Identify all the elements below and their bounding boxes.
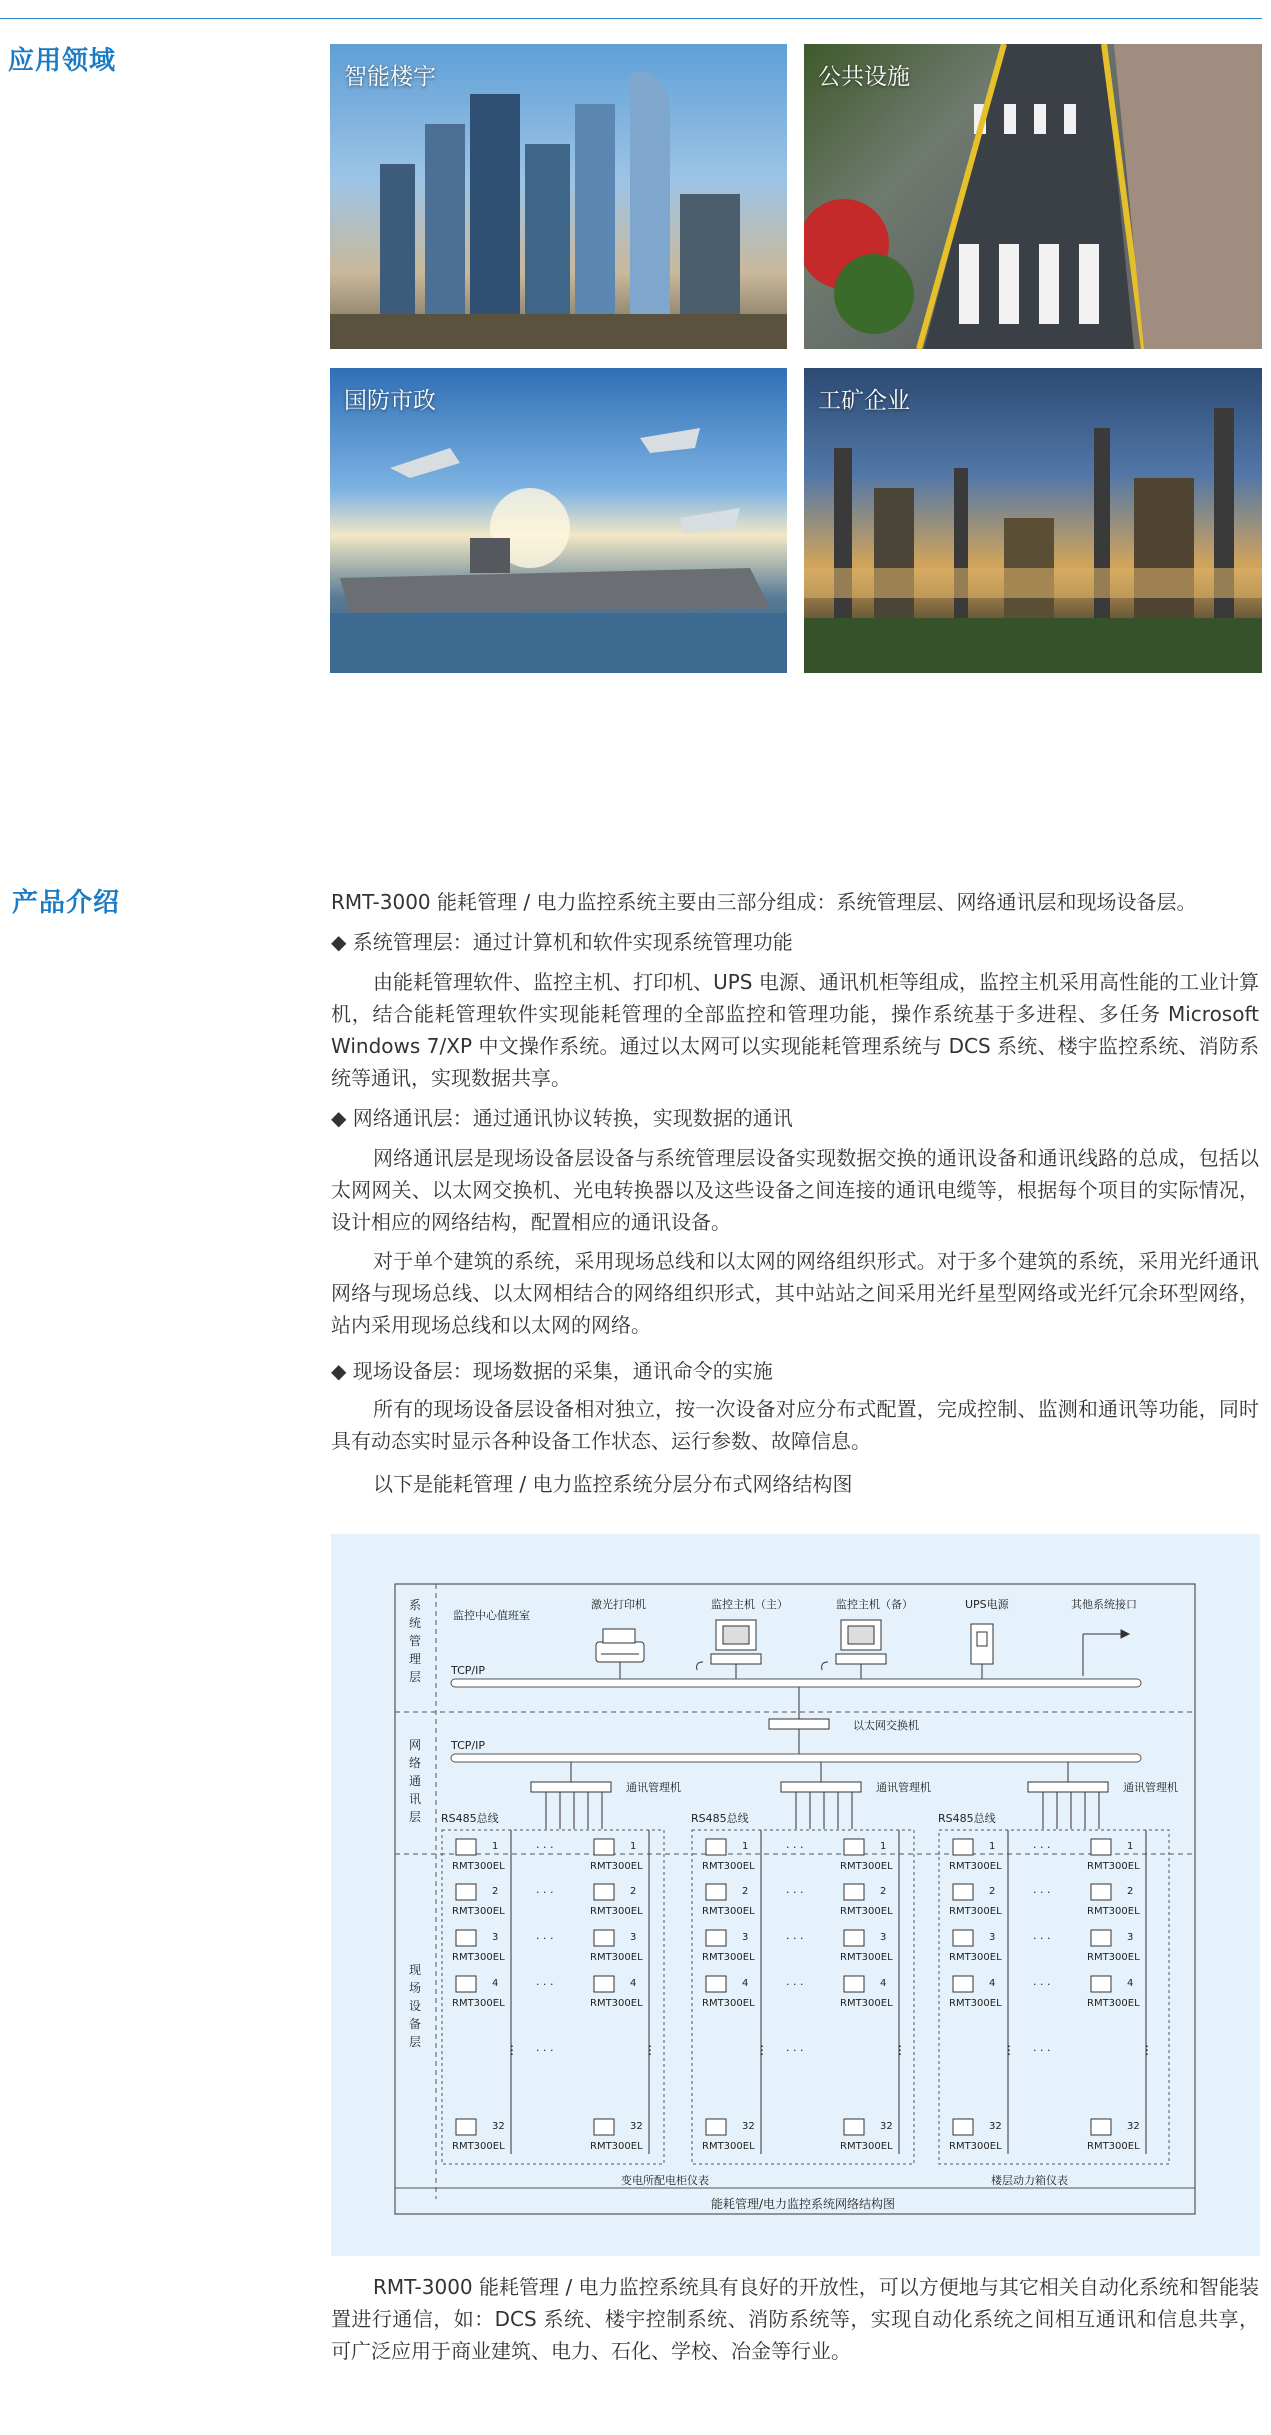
- comm-manager-icon: [781, 1782, 861, 1792]
- ellipsis-vertical: ⋮: [756, 2043, 768, 2057]
- meter-icon: [456, 1930, 476, 1946]
- ellipsis-vertical: ⋮: [1003, 2043, 1015, 2057]
- meter-label: RMT300EL: [949, 1906, 1002, 1917]
- comm-manager-icon: [1028, 1782, 1108, 1792]
- host-main-label: 监控主机（主）: [711, 1598, 788, 1611]
- meter-icon: [1091, 1884, 1111, 1900]
- meter-number: 4: [742, 1978, 749, 1989]
- meter-label: RMT300EL: [702, 1998, 755, 2009]
- meter-number: 4: [1127, 1978, 1134, 1989]
- meter-icon: [594, 1839, 614, 1855]
- meter-number: 1: [630, 1841, 637, 1852]
- meter-number: 32: [492, 2121, 505, 2132]
- bullet-network-layer: ◆ 网络通讯层：通过通讯协议转换，实现数据的通讯: [331, 1106, 793, 1130]
- meter-label: RMT300EL: [1087, 1861, 1140, 1872]
- meter-number: 1: [492, 1841, 499, 1852]
- meter-icon: [953, 1930, 973, 1946]
- bullet-field-layer: ◆ 现场设备层：现场数据的采集，通讯命令的实施: [331, 1359, 773, 1383]
- meter-number: 3: [1127, 1932, 1134, 1943]
- comm-manager-icon: [531, 1782, 611, 1792]
- ellipsis-horizontal: · · ·: [786, 1978, 804, 1991]
- meter-number: 1: [989, 1841, 996, 1852]
- ups-label: UPS电源: [965, 1598, 1009, 1611]
- meter-number: 32: [1127, 2121, 1140, 2132]
- image-tile-industry: [804, 368, 1262, 673]
- rs485-label: RS485总线: [938, 1812, 996, 1825]
- meter-label: RMT300EL: [702, 1861, 755, 1872]
- rs485-label: RS485总线: [691, 1812, 749, 1825]
- meter-label: RMT300EL: [840, 1861, 893, 1872]
- rs485-label: RS485总线: [441, 1812, 499, 1825]
- meter-icon: [844, 1976, 864, 1992]
- meter-number: 2: [989, 1886, 996, 1897]
- meter-icon: [594, 1976, 614, 1992]
- network-diagram-svg: [331, 1534, 1260, 2256]
- ellipsis-vertical: ⋮: [506, 2043, 518, 2057]
- meter-icon: [953, 1976, 973, 1992]
- ellipsis-vertical: ⋮: [1141, 2043, 1153, 2057]
- layer-label-mgmt: [409, 1598, 421, 1684]
- printer-icon: [596, 1629, 644, 1662]
- tile-label: 国防市政: [344, 388, 436, 414]
- meter-number: 2: [1127, 1886, 1134, 1897]
- computer-icon: [822, 1620, 886, 1670]
- ellipsis-horizontal: · · ·: [1033, 1978, 1051, 1991]
- meter-icon: [594, 1884, 614, 1900]
- ellipsis-horizontal: · · ·: [1033, 1932, 1051, 1945]
- meter-label: RMT300EL: [840, 1998, 893, 2009]
- meter-label: RMT300EL: [702, 1906, 755, 1917]
- ellipsis-horizontal: · · ·: [786, 1886, 804, 1899]
- meter-icon: [844, 2119, 864, 2135]
- top-divider: [0, 18, 1262, 19]
- device-group-box: [939, 1830, 1169, 2164]
- meter-number: 3: [742, 1932, 749, 1943]
- image-tile-defense: [330, 368, 787, 673]
- meter-label: RMT300EL: [452, 1861, 505, 1872]
- group-right-label: 楼层动力箱仪表: [991, 2174, 1068, 2187]
- paragraph-diagram-intro: 以下是能耗管理 / 电力监控系统分层分布式网络结构图: [373, 1472, 853, 1496]
- tcpip-bus: [451, 1679, 1141, 1687]
- meter-icon: [456, 1976, 476, 1992]
- printer-label: 激光打印机: [591, 1598, 646, 1611]
- meter-label: RMT300EL: [590, 2141, 643, 2152]
- paragraph-network-layer: 网络通讯层是现场设备层设备与系统管理层设备实现数据交换的通讯设备和通讯线路的总成，包括以太网网关、以太网交换机、光电转换器以及这些设备之间连接的通讯电缆等，根据每个项目的实际情况，设计相应的网络结构，配置相应的通讯设备。: [331, 1146, 1259, 1234]
- host-backup-label: 监控主机（备）: [836, 1598, 913, 1611]
- meter-label: RMT300EL: [590, 1998, 643, 2009]
- meter-label: RMT300EL: [452, 1906, 505, 1917]
- meter-icon: [844, 1839, 864, 1855]
- layer-label-field: [409, 1963, 421, 2049]
- meter-number: 4: [630, 1978, 637, 1989]
- ellipsis-horizontal: · · ·: [786, 1932, 804, 1945]
- meter-number: 2: [630, 1886, 637, 1897]
- tcpip-label: TCP/IP: [451, 1664, 485, 1677]
- meter-number: 2: [742, 1886, 749, 1897]
- meter-label: RMT300EL: [452, 2141, 505, 2152]
- ellipsis-horizontal: · · ·: [536, 1978, 554, 1991]
- meter-number: 3: [880, 1932, 887, 1943]
- ups-icon: [971, 1624, 993, 1664]
- switch-icon: [769, 1719, 829, 1729]
- meter-label: RMT300EL: [949, 2141, 1002, 2152]
- comm-manager-label: 通讯管理机: [626, 1781, 681, 1794]
- layer-label: 网络通讯层: [409, 1738, 422, 1824]
- layer-label-net: [409, 1738, 421, 1824]
- meter-number: 2: [880, 1886, 887, 1897]
- ellipsis-horizontal: · · ·: [536, 2044, 554, 2057]
- meter-label: RMT300EL: [590, 1952, 643, 1963]
- meter-icon: [594, 1930, 614, 1946]
- meter-label: RMT300EL: [1087, 1998, 1140, 2009]
- meter-number: 2: [492, 1886, 499, 1897]
- meter-number: 32: [742, 2121, 755, 2132]
- arrow-icon: [1083, 1630, 1129, 1676]
- section-title-application: 应用领域: [8, 46, 117, 76]
- other-interface-label: 其他系统接口: [1071, 1598, 1137, 1611]
- paragraph-field-layer: 所有的现场设备层设备相对独立，按一次设备对应分布式配置，完成控制、监测和通讯等功能，同时具有动态实时显示各种设备工作状态、运行参数、故障信息。: [331, 1397, 1259, 1453]
- comm-manager-label: 通讯管理机: [876, 1781, 931, 1794]
- paragraph-network-topology: 对于单个建筑的系统，采用现场总线和以太网的网络组织形式。对于多个建筑的系统，采用光纤通讯网络与现场总线、以太网相结合的网络组织形式，其中站站之间采用光纤星型网络或光纤冗余环型网络，站内采用现场总线和以太网的网络。: [331, 1249, 1259, 1337]
- computer-icon: [697, 1620, 761, 1670]
- tcpip-label: TCP/IP: [451, 1739, 485, 1752]
- meter-icon: [1091, 1930, 1111, 1946]
- meter-icon: [1091, 1976, 1111, 1992]
- meter-icon: [456, 2119, 476, 2135]
- meter-label: RMT300EL: [840, 2141, 893, 2152]
- intro-paragraph: RMT-3000 能耗管理 / 电力监控系统主要由三部分组成：系统管理层、网络通讯层和现场设备层。: [331, 890, 1197, 914]
- section-title-product: 产品介绍: [12, 888, 121, 918]
- meter-icon: [1091, 1839, 1111, 1855]
- ellipsis-horizontal: · · ·: [536, 1932, 554, 1945]
- meter-label: RMT300EL: [840, 1952, 893, 1963]
- meter-icon: [953, 1884, 973, 1900]
- meter-label: RMT300EL: [1087, 1906, 1140, 1917]
- meter-number: 3: [989, 1932, 996, 1943]
- group-left-label: 变电所配电柜仪表: [621, 2174, 709, 2187]
- ellipsis-horizontal: · · ·: [536, 1886, 554, 1899]
- image-tile-smart-building: [330, 44, 787, 349]
- control-room-label: 监控中心值班室: [453, 1609, 530, 1622]
- meter-icon: [844, 1884, 864, 1900]
- meter-label: RMT300EL: [590, 1906, 643, 1917]
- meter-number: 4: [880, 1978, 887, 1989]
- device-group-box: [442, 1830, 664, 2164]
- meter-label: RMT300EL: [840, 1906, 893, 1917]
- meter-label: RMT300EL: [702, 2141, 755, 2152]
- paragraph-management-layer: 由能耗管理软件、监控主机、打印机、UPS 电源、通讯机柜等组成，监控主机采用高性能的工业计算机，结合能耗管理软件实现能耗管理的全部监控和管理功能，操作系统基于多进程、多任务 Microsoft Windows 7/XP 中文操作系统。通过以太网可以实现能耗管理系统与 DCS 系统、楼宇监控系统、消防系统等通讯，实现数据共享。: [331, 970, 1259, 1090]
- ellipsis-vertical: ⋮: [894, 2043, 906, 2057]
- meter-label: RMT300EL: [1087, 2141, 1140, 2152]
- meter-label: RMT300EL: [949, 1861, 1002, 1872]
- ellipsis-horizontal: · · ·: [1033, 2044, 1051, 2057]
- network-diagram: [331, 1534, 1260, 2256]
- meter-number: 1: [880, 1841, 887, 1852]
- meter-number: 32: [880, 2121, 893, 2132]
- meter-icon: [706, 2119, 726, 2135]
- comm-manager-label: 通讯管理机: [1123, 1781, 1178, 1794]
- tile-label: 工矿企业: [818, 388, 910, 414]
- closing-paragraph: RMT-3000 能耗管理 / 电力监控系统具有良好的开放性，可以方便地与其它相关自动化系统和智能装置进行通信，如：DCS 系统、楼宇控制系统、消防系统等，实现自动化系统之间相互通讯和信息共享，可广泛应用于商业建筑、电力、石化、学校、冶金等行业。: [331, 2275, 1259, 2363]
- tile-label: 智能楼宇: [344, 64, 436, 90]
- ellipsis-horizontal: · · ·: [1033, 1886, 1051, 1899]
- device-group-box: [692, 1830, 914, 2164]
- meter-icon: [953, 1839, 973, 1855]
- layer-label: 系统管理层: [409, 1598, 422, 1684]
- meter-label: RMT300EL: [452, 1998, 505, 2009]
- meter-number: 4: [989, 1978, 996, 1989]
- meter-number: 32: [630, 2121, 643, 2132]
- meter-number: 3: [630, 1932, 637, 1943]
- meter-icon: [844, 1930, 864, 1946]
- switch-label: 以太网交换机: [853, 1719, 919, 1732]
- meter-icon: [706, 1976, 726, 1992]
- meter-icon: [953, 2119, 973, 2135]
- meter-icon: [456, 1839, 476, 1855]
- meter-label: RMT300EL: [452, 1952, 505, 1963]
- meter-number: 1: [742, 1841, 749, 1852]
- layer-label: 现场设备层: [409, 1963, 422, 2049]
- meter-icon: [1091, 2119, 1111, 2135]
- image-tile-public-facilities: [804, 44, 1262, 349]
- meter-icon: [594, 2119, 614, 2135]
- meter-icon: [706, 1884, 726, 1900]
- meter-number: 1: [1127, 1841, 1134, 1852]
- meter-icon: [706, 1930, 726, 1946]
- ellipsis-vertical: ⋮: [644, 2043, 656, 2057]
- meter-label: RMT300EL: [949, 1952, 1002, 1963]
- meter-label: RMT300EL: [590, 1861, 643, 1872]
- bullet-management-layer: ◆ 系统管理层：通过计算机和软件实现系统管理功能: [331, 930, 793, 954]
- diagram-caption: 能耗管理/电力监控系统网络结构图: [711, 2197, 896, 2211]
- meter-number: 4: [492, 1978, 499, 1989]
- meter-icon: [456, 1884, 476, 1900]
- meter-number: 32: [989, 2121, 1002, 2132]
- meter-icon: [706, 1839, 726, 1855]
- meter-number: 3: [492, 1932, 499, 1943]
- ellipsis-horizontal: · · ·: [786, 1841, 804, 1854]
- ellipsis-horizontal: · · ·: [1033, 1841, 1051, 1854]
- meter-label: RMT300EL: [949, 1998, 1002, 2009]
- meter-label: RMT300EL: [1087, 1952, 1140, 1963]
- tile-label: 公共设施: [818, 64, 910, 90]
- meter-label: RMT300EL: [702, 1952, 755, 1963]
- tcpip-bus: [451, 1754, 1141, 1762]
- ellipsis-horizontal: · · ·: [536, 1841, 554, 1854]
- ellipsis-horizontal: · · ·: [786, 2044, 804, 2057]
